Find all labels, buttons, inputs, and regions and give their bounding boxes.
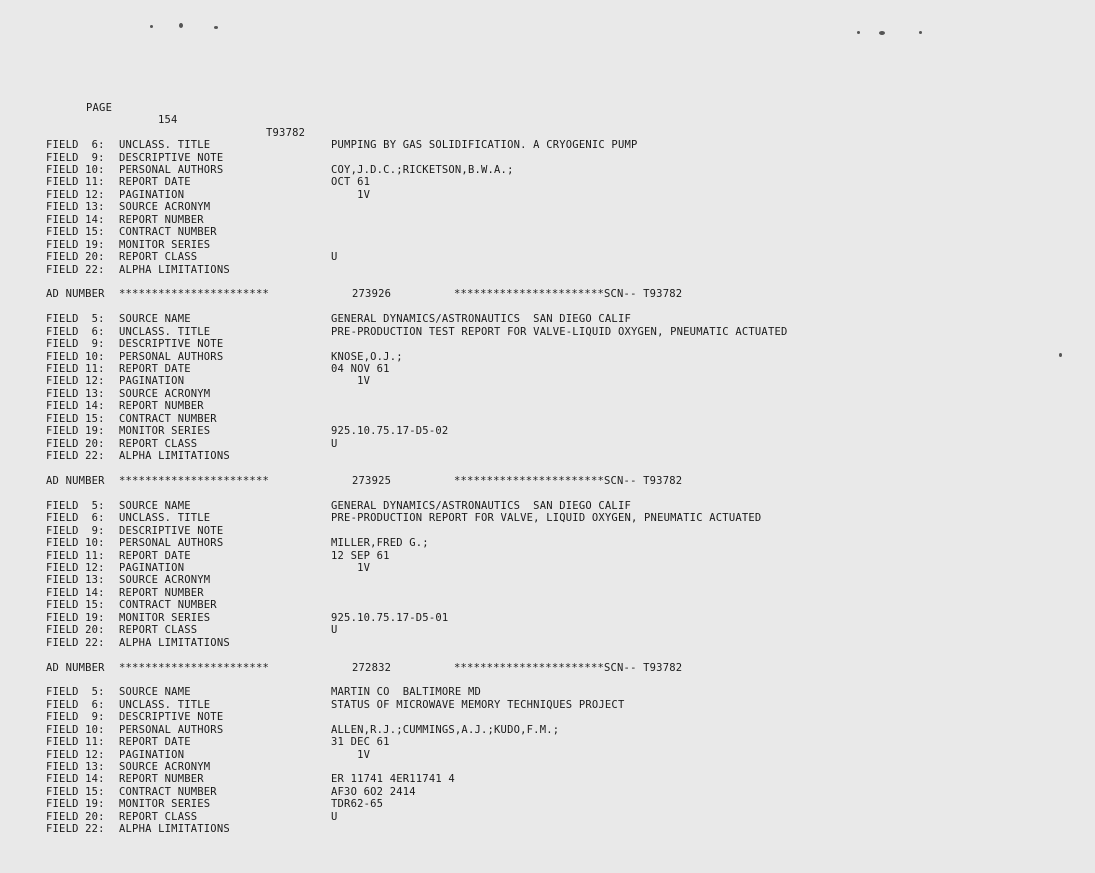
field-row-f15 [46, 413, 1046, 425]
field-number: FIELD 10: [46, 350, 105, 363]
field-row-f19 [46, 798, 1046, 810]
record-spacer [46, 463, 1046, 475]
field-row-f9 [46, 152, 1046, 164]
field-number: FIELD 15: [46, 226, 105, 239]
field-number: FIELD 14: [46, 586, 105, 599]
field-value: COY,J.D.C.;RICKETSON,B.W.A.; [331, 164, 514, 177]
record-spacer [46, 301, 1046, 313]
field-label: CONTRACT NUMBER [119, 785, 217, 798]
field-number: FIELD 5: [46, 313, 105, 326]
field-label: MONITOR SERIES [119, 611, 211, 624]
field-value: KNOSE,O.J.; [331, 350, 403, 363]
field-number: FIELD 20: [46, 810, 105, 823]
field-number: FIELD 20: [46, 624, 105, 637]
field-value: U [331, 437, 338, 450]
field-label: ALPHA LIMITATIONS [119, 636, 230, 649]
field-row-f11 [46, 736, 1046, 748]
field-number: FIELD 15: [46, 412, 105, 425]
field-label: PERSONAL AUTHORS [119, 537, 224, 550]
field-label: REPORT CLASS [119, 251, 198, 264]
ad-number-label: AD NUMBER [46, 474, 105, 487]
field-value: U [331, 810, 338, 823]
field-number: FIELD 5: [46, 686, 105, 699]
document-body [46, 52, 1046, 873]
field-number: FIELD 12: [46, 748, 105, 761]
scan-speck [179, 23, 183, 28]
separator-stars-right: ***********************SCN-- T93782 [454, 661, 683, 674]
field-number: FIELD 9: [46, 151, 105, 164]
field-row-f6 [46, 699, 1046, 711]
field-row-f9 [46, 338, 1046, 350]
field-number: FIELD 6: [46, 512, 105, 525]
catalog-record [46, 500, 1046, 649]
field-number: FIELD 22: [46, 636, 105, 649]
field-number: FIELD 19: [46, 425, 105, 438]
field-label: MONITOR SERIES [119, 238, 211, 251]
field-row-f22 [46, 823, 1046, 835]
record-spacer [46, 649, 1046, 661]
field-label: PERSONAL AUTHORS [119, 164, 224, 177]
field-label: SOURCE NAME [119, 313, 191, 326]
field-label: MONITOR SERIES [119, 425, 211, 438]
field-row-f12 [46, 189, 1046, 201]
ad-number-separator [46, 475, 1046, 487]
field-label: REPORT CLASS [119, 437, 198, 450]
field-number: FIELD 13: [46, 387, 105, 400]
field-label: PAGINATION [119, 562, 185, 575]
field-row-f19 [46, 612, 1046, 624]
separator-stars-right: ***********************SCN-- T93782 [454, 288, 683, 301]
field-number: FIELD 19: [46, 798, 105, 811]
field-number: FIELD 11: [46, 549, 105, 562]
scan-speck [879, 31, 885, 35]
field-label: PERSONAL AUTHORS [119, 723, 224, 736]
document-code: T93782 [266, 126, 306, 139]
record-list [46, 139, 1046, 836]
page-header [46, 89, 1046, 139]
field-label: DESCRIPTIVE NOTE [119, 151, 224, 164]
field-row-f20 [46, 624, 1046, 636]
field-value: 1V [331, 748, 371, 761]
field-number: FIELD 6: [46, 325, 105, 338]
field-value: 1V [331, 188, 371, 201]
field-label: UNCLASS. TITLE [119, 698, 211, 711]
field-row-f10 [46, 351, 1046, 363]
ad-number-value: 273925 [352, 474, 392, 487]
field-value: U [331, 624, 338, 637]
field-value: PRE-PRODUCTION REPORT FOR VALVE, LIQUID OXYGEN, PNEUMATIC ACTUATED [331, 512, 762, 525]
field-number: FIELD 19: [46, 238, 105, 251]
field-number: FIELD 14: [46, 213, 105, 226]
field-label: REPORT NUMBER [119, 400, 204, 413]
field-label: SOURCE ACRONYM [119, 387, 211, 400]
ad-number-label: AD NUMBER [46, 661, 105, 674]
field-row-f13 [46, 574, 1046, 586]
field-value: MARTIN CO BALTIMORE MD [331, 686, 481, 699]
field-number: FIELD 13: [46, 761, 105, 774]
field-row-f12 [46, 749, 1046, 761]
field-value: 04 NOV 61 [331, 363, 390, 376]
ad-number-separator [46, 662, 1046, 674]
field-row-f14 [46, 587, 1046, 599]
field-label: DESCRIPTIVE NOTE [119, 711, 224, 724]
field-row-f19 [46, 425, 1046, 437]
field-number: FIELD 14: [46, 400, 105, 413]
record-spacer [46, 276, 1046, 288]
ad-number-value: 272832 [352, 661, 392, 674]
field-value: AF3O 6O2 2414 [331, 785, 416, 798]
field-label: DESCRIPTIVE NOTE [119, 338, 224, 351]
field-label: REPORT DATE [119, 363, 191, 376]
field-value: GENERAL DYNAMICS/ASTRONAUTICS SAN DIEGO CALIF [331, 499, 631, 512]
scan-speck [919, 31, 922, 34]
field-label: UNCLASS. TITLE [119, 139, 211, 152]
field-number: FIELD 10: [46, 164, 105, 177]
field-number: FIELD 20: [46, 437, 105, 450]
ad-number-separator [46, 288, 1046, 300]
field-label: CONTRACT NUMBER [119, 599, 217, 612]
field-label: CONTRACT NUMBER [119, 412, 217, 425]
field-number: FIELD 11: [46, 736, 105, 749]
field-row-f9 [46, 711, 1046, 723]
field-label: REPORT DATE [119, 549, 191, 562]
field-label: SOURCE ACRONYM [119, 761, 211, 774]
field-number: FIELD 14: [46, 773, 105, 786]
field-row-f6 [46, 139, 1046, 151]
field-number: FIELD 5: [46, 499, 105, 512]
field-label: REPORT CLASS [119, 624, 198, 637]
scan-speck [214, 26, 218, 29]
field-label: CONTRACT NUMBER [119, 226, 217, 239]
field-row-f6 [46, 512, 1046, 524]
field-row-f11 [46, 550, 1046, 562]
field-row-f10 [46, 724, 1046, 736]
field-row-f12 [46, 375, 1046, 387]
field-value: TDR62-65 [331, 798, 384, 811]
field-number: FIELD 11: [46, 363, 105, 376]
ad-number-value: 273926 [352, 288, 392, 301]
field-label: UNCLASS. TITLE [119, 325, 211, 338]
scan-speck [857, 31, 860, 34]
field-value: 12 SEP 61 [331, 549, 390, 562]
field-row-f14 [46, 214, 1046, 226]
field-row-f22 [46, 450, 1046, 462]
field-value: OCT 61 [331, 176, 371, 189]
field-row-f14 [46, 400, 1046, 412]
field-value: ALLEN,R.J.;CUMMINGS,A.J.;KUDO,F.M.; [331, 723, 560, 736]
field-number: FIELD 6: [46, 698, 105, 711]
field-label: ALPHA LIMITATIONS [119, 823, 230, 836]
field-label: SOURCE ACRONYM [119, 201, 211, 214]
scan-speck [150, 25, 153, 28]
separator-stars-left: *********************** [119, 661, 269, 674]
field-value: 31 DEC 61 [331, 736, 390, 749]
field-label: REPORT NUMBER [119, 773, 204, 786]
field-number: FIELD 10: [46, 537, 105, 550]
field-label: PERSONAL AUTHORS [119, 350, 224, 363]
field-label: SOURCE NAME [119, 499, 191, 512]
field-label: UNCLASS. TITLE [119, 512, 211, 525]
field-label: REPORT NUMBER [119, 213, 204, 226]
page-label: PAGE [86, 101, 113, 114]
field-number: FIELD 15: [46, 599, 105, 612]
field-row-f20 [46, 811, 1046, 823]
field-row-f20 [46, 438, 1046, 450]
field-number: FIELD 12: [46, 375, 105, 388]
field-row-f5 [46, 500, 1046, 512]
field-label: REPORT CLASS [119, 810, 198, 823]
field-row-f22 [46, 264, 1046, 276]
field-row-f14 [46, 773, 1046, 785]
field-value: PRE-PRODUCTION TEST REPORT FOR VALVE-LIQUID OXYGEN, PNEUMATIC ACTUATED [331, 325, 788, 338]
field-number: FIELD 12: [46, 188, 105, 201]
field-row-f12 [46, 562, 1046, 574]
field-label: DESCRIPTIVE NOTE [119, 524, 224, 537]
separator-stars-left: *********************** [119, 288, 269, 301]
field-number: FIELD 6: [46, 139, 105, 152]
field-row-f6 [46, 326, 1046, 338]
field-row-f11 [46, 176, 1046, 188]
catalog-record [46, 313, 1046, 462]
field-number: FIELD 22: [46, 823, 105, 836]
field-number: FIELD 22: [46, 450, 105, 463]
field-number: FIELD 9: [46, 711, 105, 724]
field-number: FIELD 13: [46, 574, 105, 587]
field-value: 925.10.75.17-D5-01 [331, 611, 449, 624]
field-number: FIELD 12: [46, 562, 105, 575]
field-row-f5 [46, 313, 1046, 325]
field-label: ALPHA LIMITATIONS [119, 263, 230, 276]
field-number: FIELD 15: [46, 785, 105, 798]
field-row-f13 [46, 761, 1046, 773]
field-label: SOURCE ACRONYM [119, 574, 211, 587]
catalog-record [46, 686, 1046, 835]
field-value: U [331, 251, 338, 264]
field-label: REPORT NUMBER [119, 586, 204, 599]
field-row-f10 [46, 164, 1046, 176]
field-row-f15 [46, 226, 1046, 238]
field-label: PAGINATION [119, 748, 185, 761]
field-label: REPORT DATE [119, 736, 191, 749]
field-number: FIELD 9: [46, 524, 105, 537]
field-number: FIELD 22: [46, 263, 105, 276]
field-row-f22 [46, 637, 1046, 649]
field-label: REPORT DATE [119, 176, 191, 189]
field-value: GENERAL DYNAMICS/ASTRONAUTICS SAN DIEGO CALIF [331, 313, 631, 326]
field-label: ALPHA LIMITATIONS [119, 450, 230, 463]
field-row-f13 [46, 388, 1046, 400]
field-label: PAGINATION [119, 375, 185, 388]
field-value: 1V [331, 375, 371, 388]
field-value: 1V [331, 562, 371, 575]
field-row-f5 [46, 686, 1046, 698]
separator-stars-right: ***********************SCN-- T93782 [454, 474, 683, 487]
field-number: FIELD 20: [46, 251, 105, 264]
field-number: FIELD 13: [46, 201, 105, 214]
scan-artifacts [0, 0, 1095, 60]
record-spacer [46, 487, 1046, 499]
field-label: SOURCE NAME [119, 686, 191, 699]
field-row-f11 [46, 363, 1046, 375]
scan-speck [1059, 353, 1062, 357]
field-row-f13 [46, 201, 1046, 213]
field-value: PUMPING BY GAS SOLIDIFICATION. A CRYOGENIC PUMP [331, 139, 638, 152]
field-number: FIELD 11: [46, 176, 105, 189]
field-number: FIELD 9: [46, 338, 105, 351]
field-value: MILLER,FRED G.; [331, 537, 429, 550]
field-row-f19 [46, 239, 1046, 251]
field-row-f20 [46, 251, 1046, 263]
field-value: STATUS OF MICROWAVE MEMORY TECHNIQUES PROJECT [331, 698, 625, 711]
field-row-f10 [46, 537, 1046, 549]
field-number: FIELD 10: [46, 723, 105, 736]
record-spacer [46, 674, 1046, 686]
field-label: MONITOR SERIES [119, 798, 211, 811]
catalog-record [46, 139, 1046, 276]
field-row-f15 [46, 786, 1046, 798]
ad-number-label: AD NUMBER [46, 288, 105, 301]
field-value: 925.10.75.17-D5-02 [331, 425, 449, 438]
field-number: FIELD 19: [46, 611, 105, 624]
field-row-f15 [46, 599, 1046, 611]
page-number: 154 [158, 114, 178, 127]
separator-stars-left: *********************** [119, 474, 269, 487]
field-row-f9 [46, 525, 1046, 537]
field-value: ER 11741 4ER11741 4 [331, 773, 455, 786]
field-label: PAGINATION [119, 188, 185, 201]
